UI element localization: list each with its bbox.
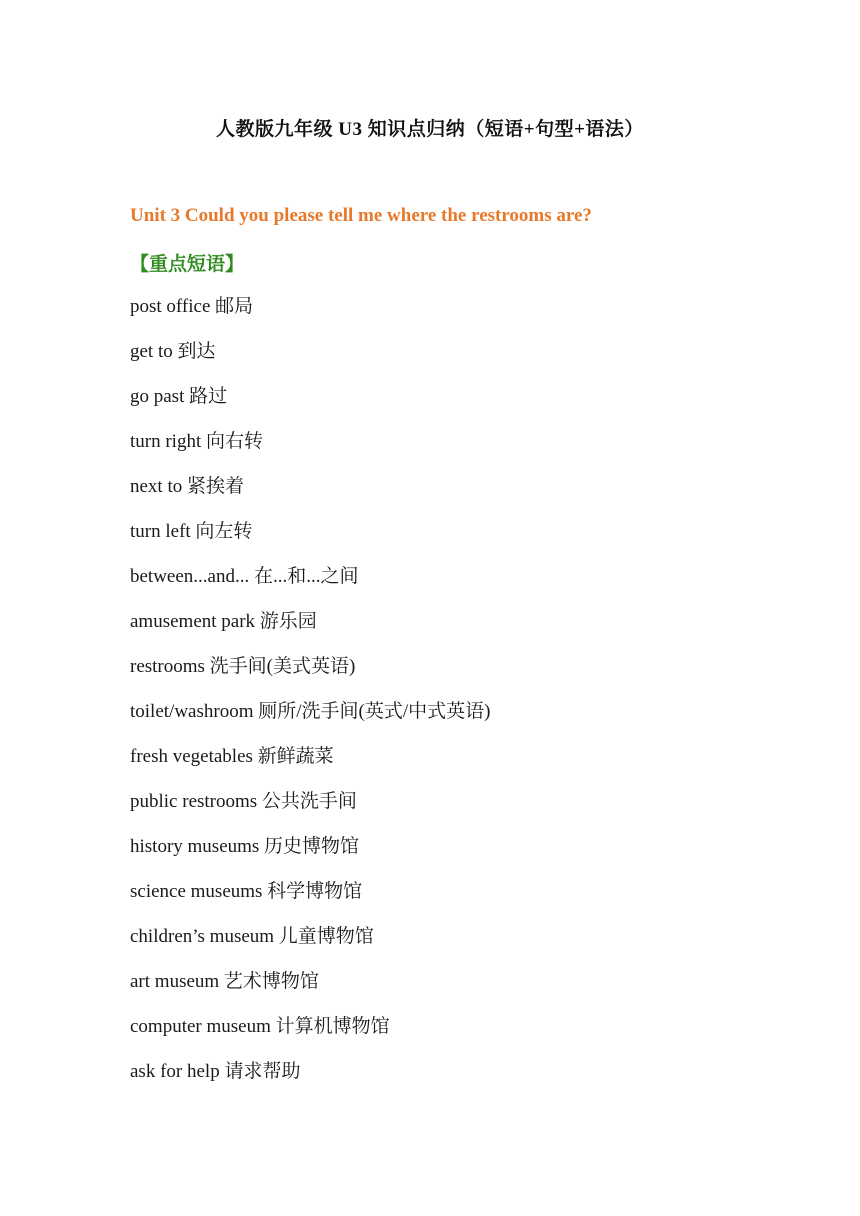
phrase-item: get to 到达: [130, 341, 216, 362]
unit-heading: Unit 3 Could you please tell me where the restrooms are?: [130, 205, 592, 226]
phrase-item: history museums 历史博物馆: [130, 836, 360, 857]
phrase-item: computer museum 计算机博物馆: [130, 1016, 390, 1037]
phrase-item: restrooms 洗手间(美式英语): [130, 656, 356, 677]
phrase-item: between...and... 在...和...之间: [130, 566, 359, 587]
key-phrases-heading: 【重点短语】: [130, 254, 245, 275]
phrase-list: [130, 295, 490, 1105]
phrase-item: public restrooms 公共洗手间: [130, 791, 357, 812]
phrase-item: children’s museum 儿童博物馆: [130, 926, 374, 947]
phrase-item: next to 紧挨着: [130, 476, 244, 497]
phrase-item: amusement park 游乐园: [130, 611, 317, 632]
phrase-item: turn right 向右转: [130, 431, 263, 452]
phrase-item: fresh vegetables 新鲜蔬菜: [130, 746, 334, 767]
phrase-item: turn left 向左转: [130, 521, 253, 542]
phrase-item: ask for help 请求帮助: [130, 1061, 301, 1082]
phrase-item: toilet/washroom 厕所/洗手间(英式/中式英语): [130, 701, 491, 722]
phrase-item: art museum 艺术博物馆: [130, 971, 319, 992]
document-title: 人教版九年级 U3 知识点归纳（短语+句型+语法）: [216, 119, 644, 140]
phrase-item: science museums 科学博物馆: [130, 881, 363, 902]
phrase-item: go past 路过: [130, 386, 228, 407]
phrase-item: post office 邮局: [130, 296, 254, 317]
